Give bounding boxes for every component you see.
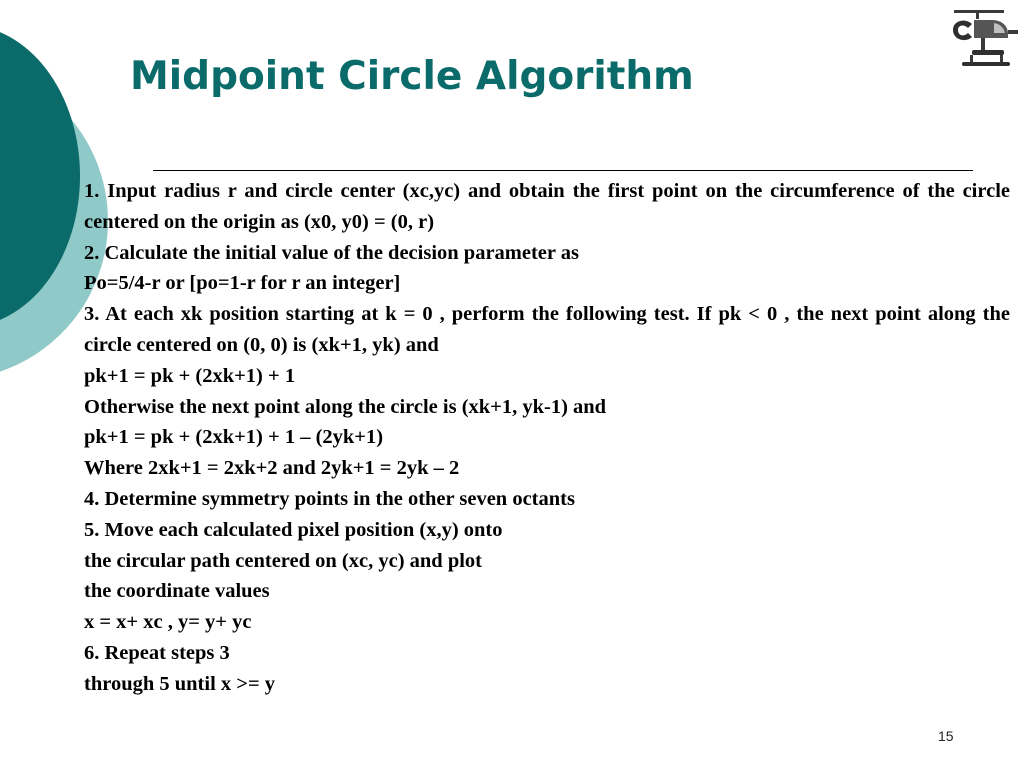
step-5-line-1: 5. Move each calculated pixel position (x,y) onto [84, 518, 503, 541]
page-number: 15 [938, 728, 954, 744]
slide-title: Midpoint Circle Algorithm [130, 54, 694, 99]
step-5-line-3: the coordinate values [84, 580, 270, 603]
step-1-text: 1. Input radius r and circle center (xc,yc) and obtain the first point on the circumference of the circle centered on the origin as (x0, y0) = (0, r) [84, 180, 1010, 233]
step-3-formula-2: pk+1 = pk + (2xk+1) + 1 – (2yk+1) [84, 426, 384, 449]
step-2-text: 2. Calculate the initial value of the decision parameter as [84, 241, 579, 264]
step-5-line-2: the circular path centered on (xc, yc) and plot [84, 549, 483, 572]
step-2-formula: Po=5/4-r or [po=1-r for r an integer] [84, 272, 401, 295]
step-6-line-1: 6. Repeat steps 3 [84, 641, 230, 664]
step-3-formula-1: pk+1 = pk + (2xk+1) + 1 [84, 364, 296, 387]
step-6-line-2: through 5 until x >= y [84, 672, 276, 695]
step-5-formula: x = x+ xc , y= y+ yc [84, 611, 252, 634]
step-3-text: 3. At each xk position starting at k = 0 , perform the following test. If pk < 0 , the next point along the circle centered on (0, 0) is (xk+1, yk) and [84, 303, 1010, 356]
step-3-where-text: Where 2xk+1 = 2xk+2 and 2yk+1 = 2yk – 2 [84, 457, 460, 480]
step-4-text: 4. Determine symmetry points in the other seven octants [84, 487, 575, 510]
step-3-otherwise-text: Otherwise the next point along the circle is (xk+1, yk-1) and [84, 395, 607, 418]
helicopter-logo-icon [948, 6, 1020, 72]
slide-body [84, 176, 1010, 700]
title-divider [153, 170, 973, 171]
